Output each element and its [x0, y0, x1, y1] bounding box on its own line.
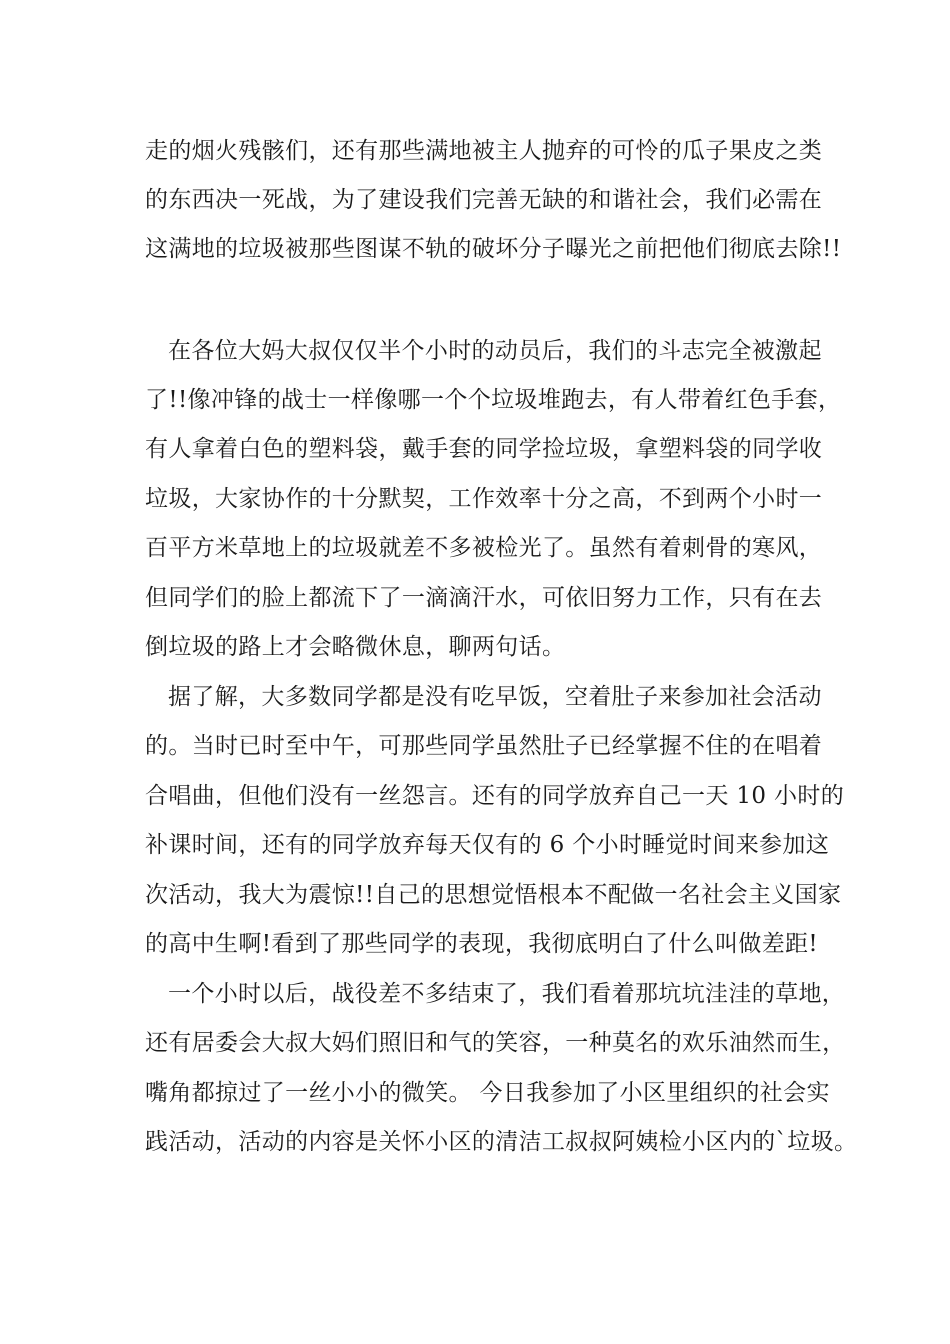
text-line: 这满地的垃圾被那些图谋不轨的破坏分子曝光之前把他们彻底去除!!	[145, 236, 842, 262]
text-line: 有人拿着白色的塑料袋，戴手套的同学捡垃圾，拿塑料袋的同学收	[145, 436, 823, 462]
text-line: 合唱曲，但他们没有一丝怨言。还有的同学放弃自己一天 10 小时的	[145, 783, 845, 809]
text-line: 嘴角都掠过了一丝小小的微笑。 今日我参加了小区里组织的社会实	[145, 1080, 830, 1106]
text-line: 还有居委会大叔大妈们照旧和气的笑容，一种莫名的欢乐油然而生，	[145, 1030, 846, 1056]
text-line: 但同学们的脸上都流下了一滴滴汗水，可依旧努力工作，只有在去	[145, 585, 823, 611]
text-line: 垃圾，大家协作的十分默契，工作效率十分之高，不到两个小时一	[145, 486, 823, 512]
text-line: 百平方米草地上的垃圾就差不多被检光了。虽然有着刺骨的寒风，	[145, 535, 823, 561]
text-line: 践活动，活动的内容是关怀小区的清洁工叔叔阿姨检小区内的`垃圾。	[145, 1129, 858, 1155]
text-line: 的。当时已时至中午，可那些同学虽然肚子已经掌握不住的在唱着	[145, 733, 823, 759]
text-line: 倒垃圾的路上才会略微休息，聊两句话。	[145, 634, 566, 660]
text-line: 在各位大妈大叔仅仅半个小时的动员后，我们的斗志完全被激起	[168, 338, 822, 364]
text-line: 次活动，我大为震惊!!自己的思想觉悟根本不配做一名社会主义国家	[145, 882, 842, 908]
text-line: 据了解，大多数同学都是没有吃早饭，空着肚子来参加社会活动	[168, 684, 822, 710]
text-line: 补课时间，还有的同学放弃每天仅有的 6 个小时睡觉时间来参加这	[145, 832, 830, 858]
text-line: 的东西决一死战，为了建设我们完善无缺的和谐社会，我们必需在	[145, 187, 823, 213]
text-line: 了!!像冲锋的战士一样像哪一个个垃圾堆跑去，有人带着红色手套，	[145, 387, 842, 413]
text-line: 一个小时以后，战役差不多结束了，我们看着那坑坑洼洼的草地，	[168, 981, 846, 1007]
text-line: 走的烟火残骸们，还有那些满地被主人抛弃的可怜的瓜子果皮之类	[145, 138, 823, 164]
text-line: 的高中生啊!看到了那些同学的表现，我彻底明白了什么叫做差距!	[145, 931, 818, 957]
